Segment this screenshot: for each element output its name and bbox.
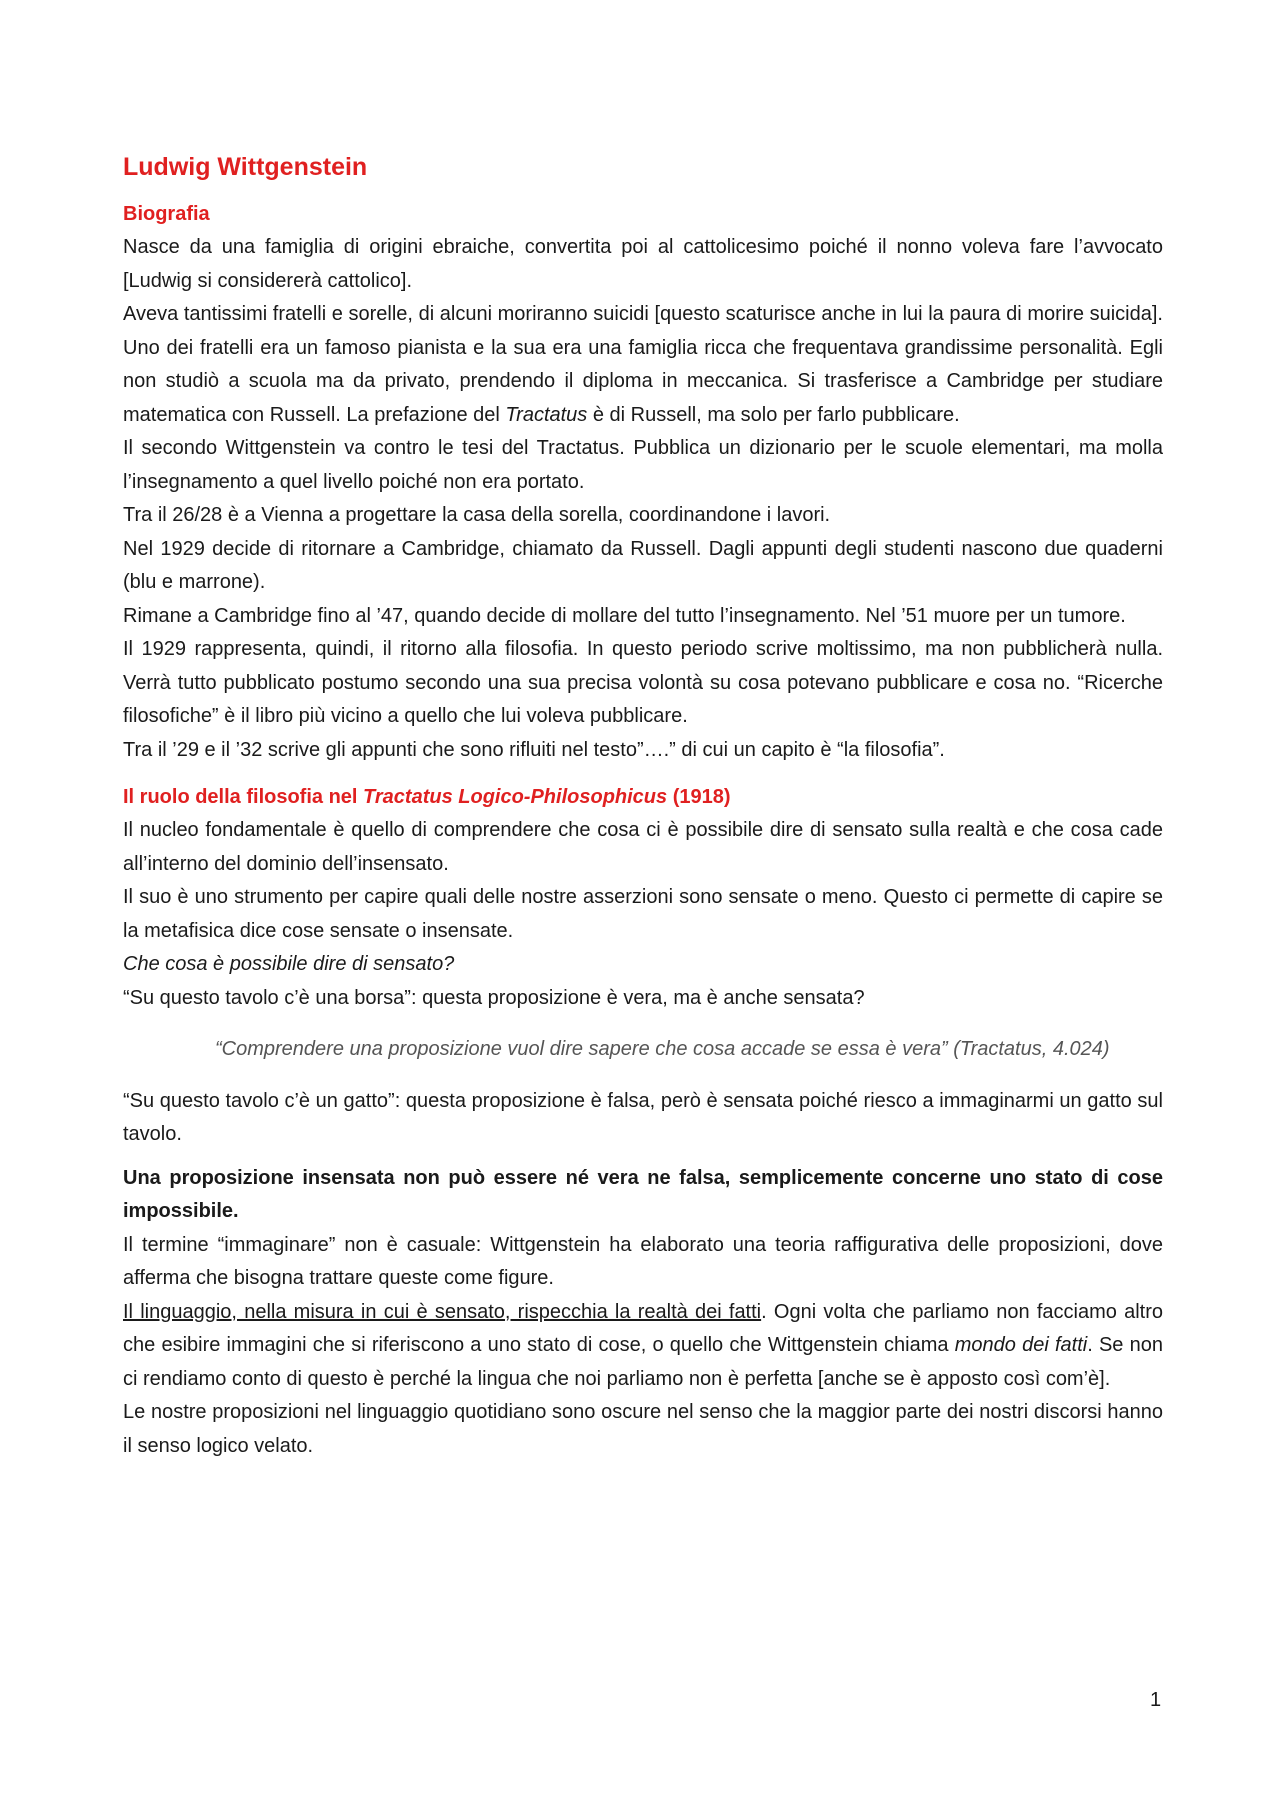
underlined-text: Il linguaggio, nella misura in cui è sensato, rispecchia la realtà dei fatti	[123, 1300, 762, 1323]
paragraph: Le nostre proposizioni nel linguaggio quotidiano sono oscure nel senso che la maggior parte dei nostri discorsi hanno il senso logico velato.	[123, 1401, 1163, 1457]
paragraph: Il termine “immaginare” non è casuale: Wittgenstein ha elaborato una teoria raffigurativa delle proposizioni, dove afferma che bisogna trattare queste come figure.	[123, 1233, 1163, 1289]
page-number: 1	[1150, 1689, 1162, 1711]
text-run: Aveva tantissimi fratelli e sorelle, di alcuni moriranno suicidi [questo scaturisce anche in lui la paura di morire suicida]. Uno dei fratelli era un famoso pianista e la sua era una famiglia ricca che frequentava grandissime personalità. Egli non studiò a scuola ma da privato, prendendo il diploma in meccanica. Si trasferisce a Cambridge per studiare matematica con Russell. La prefazione del	[123, 303, 1163, 426]
block-quote: “Comprendere una proposizione vuol dire sapere che cosa accade se essa è vera” (Tractatus, 4.024)	[215, 1038, 1110, 1060]
paragraph: Il 1929 rappresenta, quindi, il ritorno alla filosofia. In questo periodo scrive moltissimo, ma non pubblicherà nulla. Verrà tutto pubblicato postumo secondo una sua precisa volontà su cosa potevano pubblicare e cosa no. “Ricerche filosofiche” è il libro più vicino a quello che lui voleva pubblicare.	[123, 638, 1163, 727]
paragraph: Il nucleo fondamentale è quello di comprendere che cosa ci è possibile dire di sensato sulla realtà e che cosa cade all’interno del dominio dell’insensato.	[123, 819, 1163, 875]
bold-statement: Una proposizione insensata non può essere né vera ne falsa, semplicemente concerne uno stato di cose impossibile.	[123, 1166, 1163, 1222]
document-page	[123, 150, 1163, 1463]
italic-question: Che cosa è possibile dire di sensato?	[123, 953, 455, 975]
text-run: è di Russell, ma solo per farlo pubblicare.	[587, 403, 960, 426]
document-title: Ludwig Wittgenstein	[123, 153, 368, 181]
text-run: . Se non ci rendiamo conto di questo è perché la lingua che noi parliamo non è perfetta [anche se è apposto così com’è].	[123, 1334, 1163, 1390]
section-heading-biografia: Biografia	[123, 203, 210, 225]
paragraph	[123, 1296, 1163, 1397]
heading-italic: Tractatus Logico-Philosophicus	[363, 786, 668, 808]
text-run: . Ogni volta che parliamo non facciamo altro che esibire immagini che si riferiscono a uno stato di cose, o quello che Wittgenstein chiama	[123, 1300, 1163, 1356]
paragraph: Il secondo Wittgenstein va contro le tesi del Tractatus. Pubblica un dizionario per le scuole elementari, ma molla l’insegnamento a quel livello poiché non era portato.	[123, 437, 1163, 493]
paragraph: “Su questo tavolo c’è un gatto”: questa proposizione è falsa, però è sensata poiché riesco a immaginarmi un gatto sul tavolo.	[123, 1089, 1163, 1145]
paragraph: Nasce da una famiglia di origini ebraiche, convertita poi al cattolicesimo poiché il nonno voleva fare l’avvocato [Ludwig si considererà cattolico].	[123, 236, 1163, 292]
paragraph: Il suo è uno strumento per capire quali delle nostre asserzioni sono sensate o meno. Questo ci permette di capire se la metafisica dice cose sensate o insensate.	[123, 886, 1163, 942]
paragraph	[123, 298, 1163, 432]
heading-text: (1918)	[667, 786, 731, 808]
section-heading-tractatus	[123, 781, 1163, 814]
heading-text: Il ruolo della filosofia nel	[123, 786, 364, 808]
italic-text: mondo dei fatti	[954, 1334, 1088, 1356]
paragraph: Nel 1929 decide di ritornare a Cambridge, chiamato da Russell. Dagli appunti degli studenti nascono due quaderni (blu e marrone).	[123, 537, 1163, 593]
paragraph: Tra il 26/28 è a Vienna a progettare la casa della sorella, coordinandone i lavori.	[123, 504, 831, 526]
italic-text: Tractatus	[505, 403, 588, 426]
paragraph: “Su questo tavolo c’è una borsa”: questa proposizione è vera, ma è anche sensata?	[123, 986, 865, 1009]
paragraph: Rimane a Cambridge fino al ’47, quando decide di mollare del tutto l’insegnamento. Nel ’51 muore per un tumore.	[123, 604, 1126, 627]
paragraph: Tra il ’29 e il ’32 scrive gli appunti che sono rifluiti nel testo”….” di cui un capito è “la filosofia”.	[123, 738, 945, 761]
